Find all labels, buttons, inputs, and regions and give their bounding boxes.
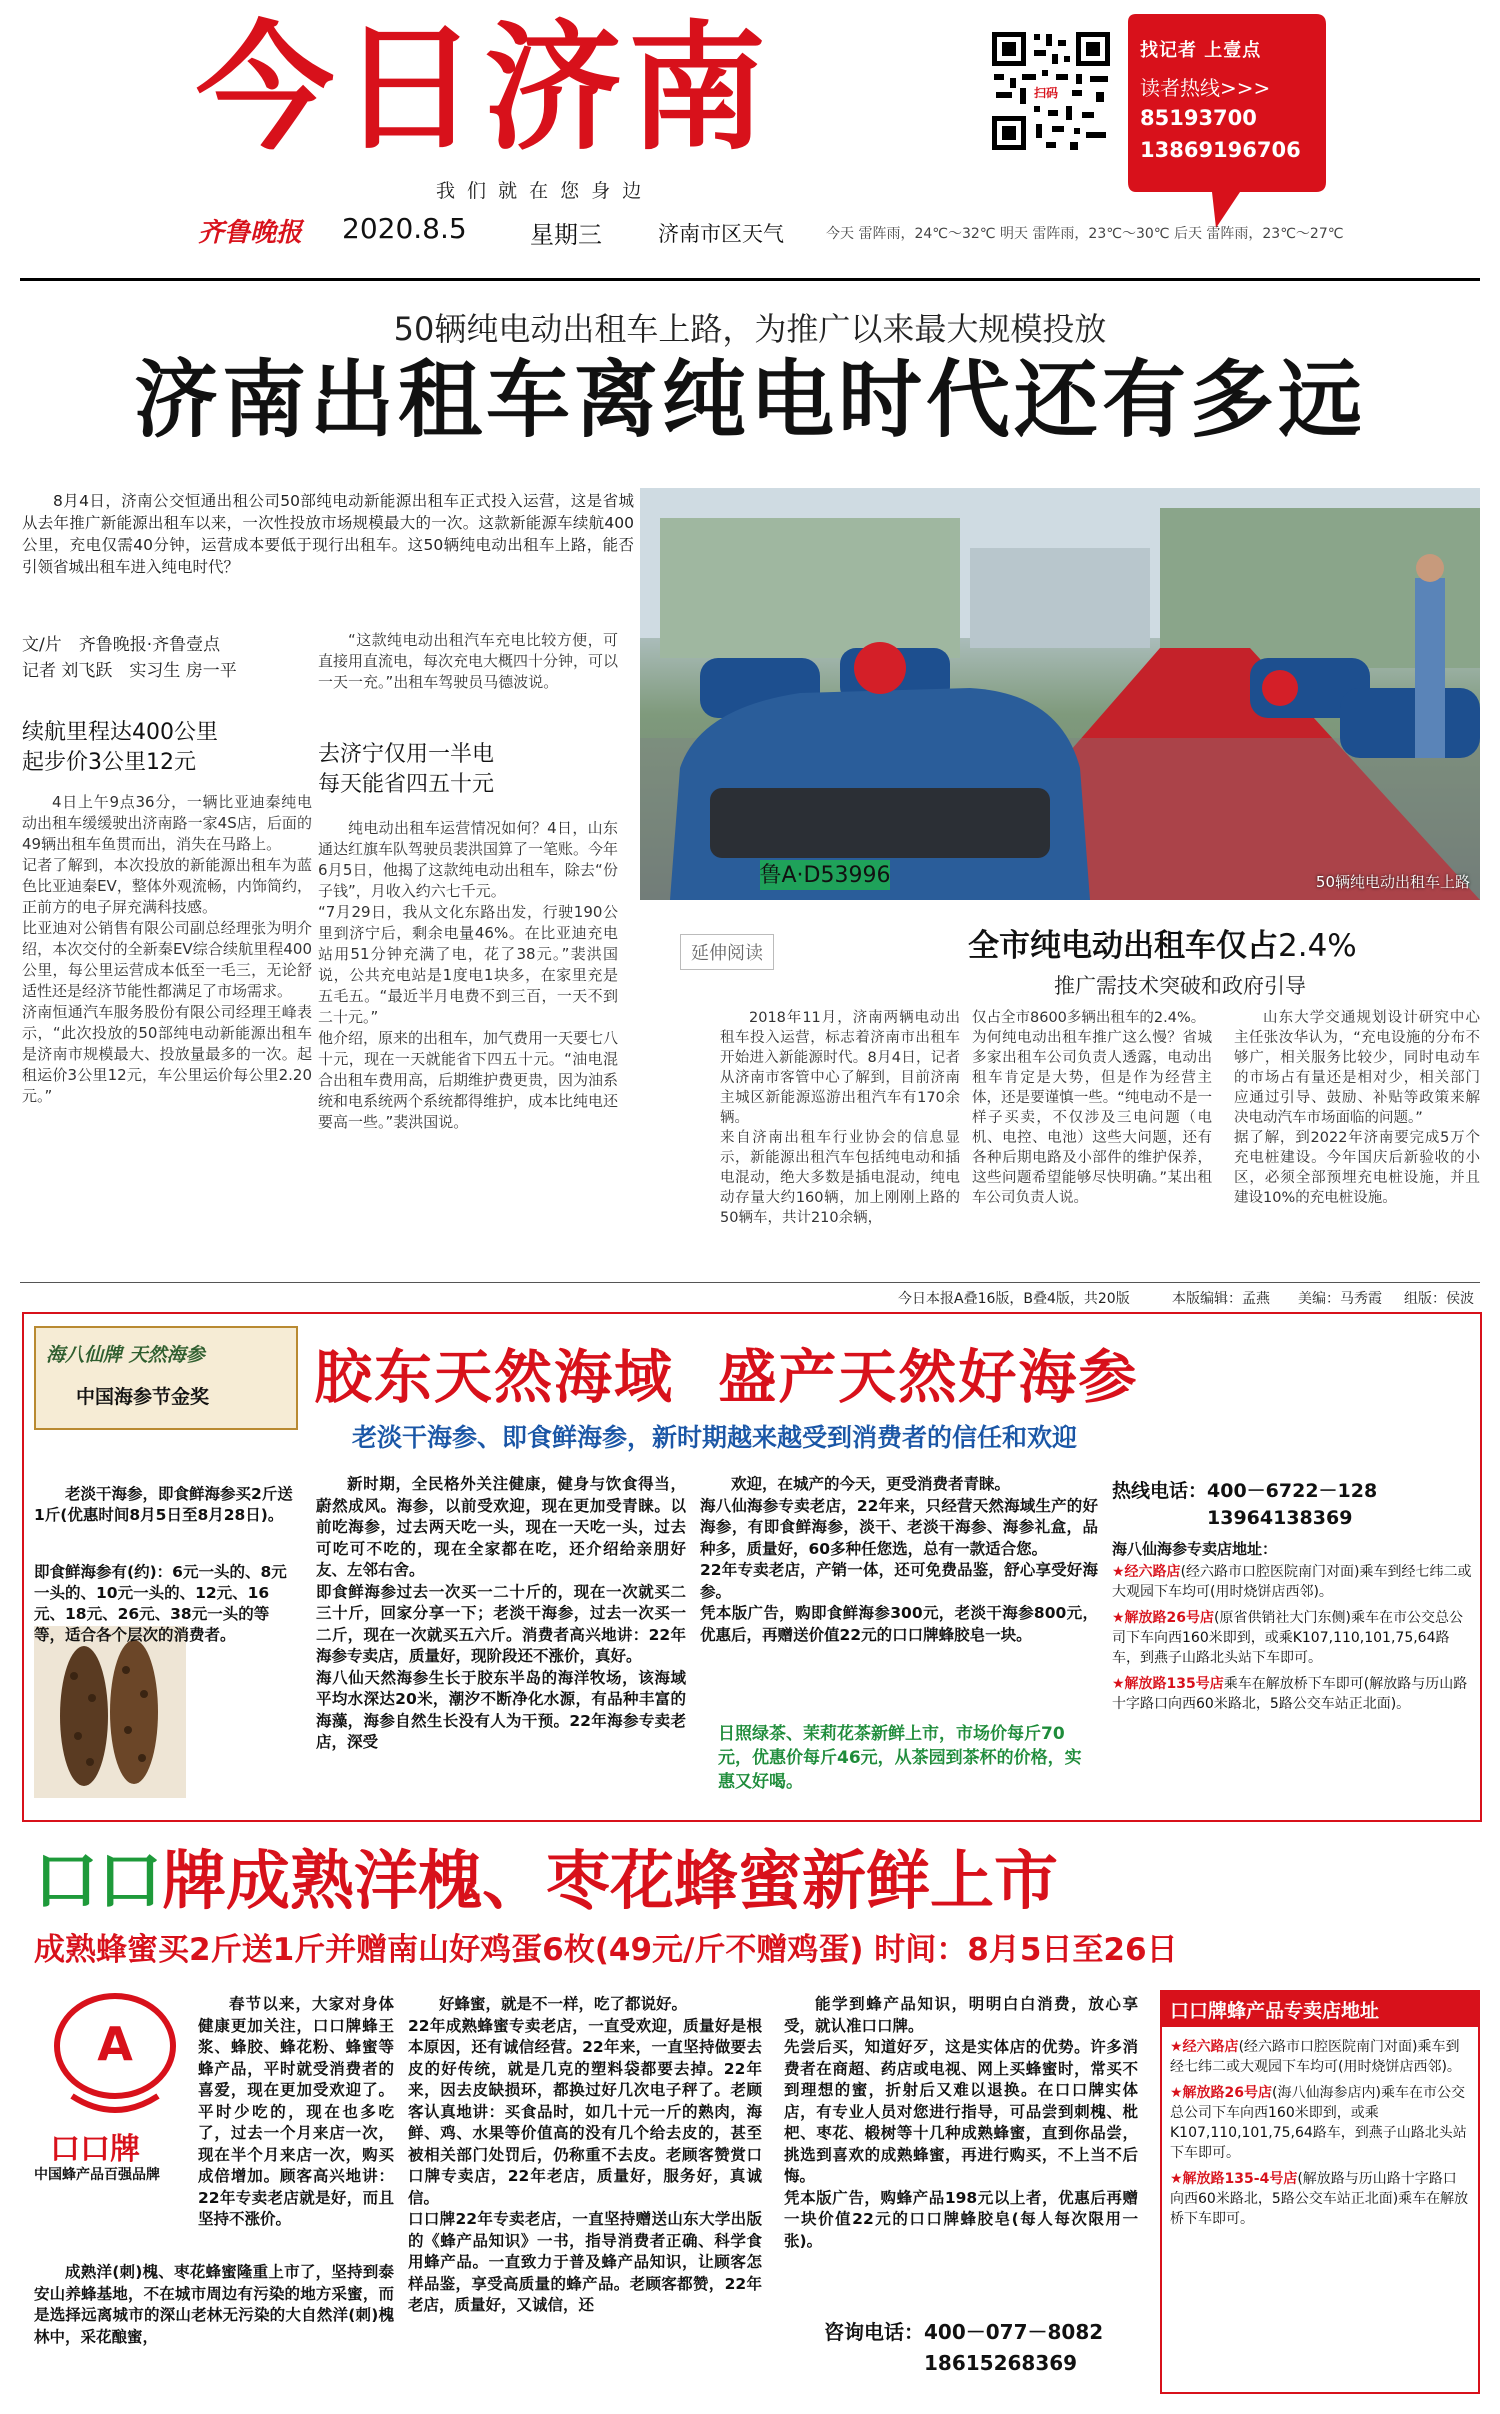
- taxi-photo: [640, 488, 1480, 900]
- honey-logo-text: 口口牌: [50, 2132, 140, 2167]
- sea-cucumber-promo: 老淡干海参，即食鲜海参买2斤送1斤(优惠时间8月5日至8月28日)。: [34, 1485, 293, 1524]
- sea-cucumber-store-item: ★解放路135号店乘车在解放桥下车即可(解放路与历山路十字路口向西60米路北，5路公交车站正北面)。: [1112, 1676, 1468, 1712]
- honey-store-item: ★解放路26号店(海八仙海参店内)乘车在市公交总公司下车向西160米即到，或乘K107,110,101,75,64路车，到燕子山路北头站下车即可。: [1170, 2085, 1467, 2161]
- tea-promo: 日照绿茶、茉莉花茶新鲜上市，市场价每斤70元，优惠价每斤46元，从茶园到茶杯的价格，实惠又好喝。: [718, 1724, 1082, 1792]
- lead-subhead-1: 续航里程达400公里 起步价3公里12元: [22, 720, 218, 775]
- honey-logo-icon: [40, 1986, 190, 2126]
- sea-cucumber-stores-title: 海八仙海参专卖店地址：: [1112, 1540, 1278, 1558]
- sea-cucumber-hotline: [1112, 1476, 1472, 1529]
- honey-stores-title: 口口牌蜂产品专卖店地址: [1162, 1992, 1478, 2027]
- hotline-title: 找记者 上壹点: [1140, 40, 1262, 61]
- honey-stores-box: [1160, 1990, 1480, 2394]
- extension-headline: [968, 920, 1357, 965]
- honey-phone-1: 400－077－8082: [924, 2320, 1104, 2344]
- honey-logo-sub: 中国蜂产品百强品牌: [34, 2167, 160, 2183]
- honey-column-1b: 成熟洋(刺)槐、枣花蜂蜜隆重上市了，坚持到泰安山养蜂基地，不在城市周边有污染的地方采蜜，而是选择远离城市的深山老林无污染的大自然洋(刺)槐林中，采花酿蜜，: [34, 2263, 394, 2346]
- sea-cucumber-hotline-2: 13964138369: [1207, 1507, 1353, 1529]
- honey-headline-text: 牌成熟洋槐、枣花蜂蜜新鲜上市: [162, 1845, 1058, 1919]
- honey-store-item: ★经六路店(经六路市口腔医院南门对面)乘车到经七纬二或大观园下车均可(用时烧饼店西邻)。: [1170, 2039, 1461, 2075]
- honey-phone: [824, 2316, 1103, 2375]
- honey-column-1a: 春节以来，大家对身体健康更加关注，口口牌蜂王浆、蜂胶、蜂花粉、蜂蜜等蜂产品，平时就受消费者的喜爱，现在更加受欢迎了。平时少吃的，现在也多吃了，过去一个月来店一次，现在半个月来店一次，购买成倍增加。顾客高兴地讲：22年专卖老店就是好，而且坚持不涨价。: [198, 1995, 394, 2228]
- sea-cucumber-image: [34, 1626, 186, 1798]
- lead-byline-1: 文/片 齐鲁晚报·齐鲁壹点: [22, 635, 221, 655]
- issue-weekday: 星期三: [530, 221, 602, 249]
- masthead: [0, 0, 1500, 280]
- sea-cucumber-logo-line: 海八仙牌 天然海参: [46, 1344, 205, 1366]
- page-footer-left: 今日本报A叠16版，B叠4版，共20版: [898, 1291, 1130, 1307]
- extension-column-3: 山东大学交通规划设计研究中心主任张汝华认为，“充电设施的分布不够广，相关服务比较少，同时电动车的市场占有量还是相对少，相关部门应通过引导、鼓励、补贴等政策来解决电动汽车市场面临的问题。” 据了解，到2022年济南要完成5万个充电桩建设。今年国庆后新验收的小区，必须全部预埋充电桩设施，并且建设10%的充电桩设施。: [1234, 1010, 1480, 1206]
- sea-cucumber-hotline-1: 400－6722－128: [1207, 1480, 1378, 1502]
- sea-cucumber-prices: 即食鲜海参有(约)：6元一头的、8元一头的、10元一头的、12元、16元、18元、26元、38元一头的等等，适合各个层次的消费者。: [34, 1563, 287, 1644]
- qr-label: 扫码: [1034, 86, 1059, 100]
- honey-store-item: ★解放路135-4号店(解放路与历山路十字路口向西60米路北，5路公交车站正北面)乘车在解放桥下车即可。: [1170, 2171, 1469, 2227]
- page-footer-art: 美编：马秀霞: [1298, 1291, 1382, 1307]
- weather-title: 济南市区天气: [658, 222, 784, 246]
- hotline-phone-1: 85193700: [1140, 106, 1257, 130]
- lead-column-2a: “这款纯电动出租汽车充电比较方便，可直接用直流电，每次充电大概四十分钟，可以一天一充。”出租车驾驶员马德波说。: [318, 631, 619, 691]
- honey-promo: 成熟蜂蜜买2斤送1斤并赠南山好鸡蛋6枚(49元/斤不赠鸡蛋) 时间：8月5日至26日: [34, 1932, 1178, 1968]
- lead-intro: 8月4日，济南公交恒通出租公司50部纯电动新能源出租车正式投入运营，这是省城从去年推广新能源出租车以来，一次性投放市场规模最大的一次。这款新能源车续航400公里，充电仅需40分钟，运营成本要低于现行出租车。这50辆纯电动出租车上路，能否引领省城出租车进入纯电时代？: [22, 492, 634, 576]
- lead-subhead-2: 去济宁仅用一半电 每天能省四五十元: [318, 742, 495, 797]
- extension-subhead: 推广需技术突破和政府引导: [1054, 974, 1306, 998]
- extension-headline-percent: 2.4%: [1278, 928, 1357, 964]
- honey-phone-label: 咨询电话：: [824, 2320, 924, 2344]
- honey-column-3: 能学到蜂产品知识，明明白白消费，放心享受，就认准口口牌。 先尝后买，知道好歹，这是实体店的优势。许多消费者在商超、药店或电视、网上买蜂蜜时，常买不到理想的蜜，折射后又难以退换。在口口牌实体店，有专业人员对您进行指导，可品尝到刺槐、枇杷、枣花、椴树等十几种成熟蜂蜜，直到你品尝，挑选到喜欢的成熟蜂蜜，再进行购买，不上当不后悔。 凭本版广告，购蜂产品198元以上者，优惠后再赠一块价值22元的口口牌蜂胶皂(每人每次限用一张)。: [784, 1995, 1138, 2250]
- sea-cucumber-subhead: 老淡干海参、即食鲜海参，新时期越来越受到消费者的信任和欢迎: [352, 1423, 1078, 1452]
- photo-caption: 50辆纯电动出租车上路: [1315, 873, 1470, 891]
- extension-column-2: 仅占全市8600多辆出租车的2.4%。 为何纯电动出租车推广这么慢？省城多家出租车公司负责人透露，电动出租车肯定是大势，但是作为经营主体，还是要谨慎一些。“纯电动不是一样子买卖，不仅涉及三电问题（电机、电控、电池）这些大问题，还有各种后期电路及小部件的维护保养，这些问题希望能够尽快明确。”某出租车公司负责人说。: [972, 1010, 1212, 1206]
- weather-forecast: 今天 雷阵雨，24℃～32℃ 明天 雷阵雨，23℃～30℃ 后天 雷阵雨，23℃～27℃: [826, 226, 1344, 242]
- lead-column-1: 4日上午9点36分，一辆比亚迪秦纯电动出租车缓缓驶出济南路一家4S店，后面的49辆出租车鱼贯而出，消失在马路上。 记者了解到，本次投放的新能源出租车为蓝色比亚迪秦EV，整体外观流畅，内饰简约，正前方的电子屏充满科技感。 比亚迪对公销售有限公司副总经理张为明介绍，本次交付的全新秦EV综合续航里程400公里，每公里运营成本低至一毛三，无论舒适性还是经济节能性都满足了市场需求。 济南恒通汽车服务股份有限公司经理王峰表示，“此次投放的50部纯电动新能源出租车是济南市规模最大、投放量最多的一次。起租运价3公里12元，车公里运价每公里2.20元。”: [22, 793, 312, 1105]
- honey-phone-2: 18615268369: [924, 2351, 1078, 2375]
- sea-cucumber-stores: [1112, 1562, 1472, 1720]
- sea-cucumber-store-item: ★经六路店(经六路市口腔医院南门对面)乘车到经七纬二或大观园下车均可(用时烧饼店西邻)。: [1112, 1564, 1472, 1600]
- sea-cucumber-store-item: ★解放路26号店(原省供销社大门东侧)乘车在市公交总公司下车向西160米即到，或乘K107,110,101,75,64路车，到燕子山路北头站下车即可。: [1112, 1610, 1463, 1666]
- honey-stores: [1162, 2027, 1478, 2245]
- newspaper-logo: 齐鲁晚报: [198, 218, 303, 248]
- hotline-label: 读者热线>>>: [1140, 76, 1271, 100]
- sea-cucumber-headline: 胶东天然海域 盛产天然好海参: [314, 1343, 1139, 1411]
- svg-text:A: A: [97, 2017, 133, 2071]
- extension-label: 延伸阅读: [680, 934, 774, 970]
- extension-headline-text: 全市纯电动出租车仅占: [968, 928, 1278, 964]
- lead-kicker: 50辆纯电动出租车上路，为推广以来最大规模投放: [393, 310, 1107, 348]
- page-footer-proof: 组版：侯波: [1404, 1291, 1474, 1307]
- masthead-title: 今日济南: [196, 8, 773, 169]
- taxi-photo-illustration: [640, 488, 1480, 900]
- lead-column-2b: 纯电动出租车运营情况如何？4日，山东通达红旗车队驾驶员裴洪国算了一笔账。今年6月5日，他揭了这款纯电动出租车，除去“份子钱”，月收入约六七千元。 “7月29日，我从文化东路出发，行驶190公里到济宁后，剩余电量46%。在比亚迪充电站用51分钟充满了电，花了38元。”裴洪国说，公共充电站是1度电1块多，在家里充是五毛五。“最近半月电费不到三百，一天不到二十元。” 他介绍，原来的出租车，加气费用一天要七八十元，现在一天就能省下四五十元。“油电混合出租车费用高，后期维护费更贵，因为油系统和电系统两个系统都得维护，成本比纯电还要高一些。”裴洪国说。: [318, 819, 619, 1131]
- honey-column-2: 好蜂蜜，就是不一样，吃了都说好。 22年成熟蜂蜜专卖老店，一直受欢迎，质量好是根本原因，还有诚信经营。22年来，一直坚持做要去皮的好传统，就是几克的塑料袋都要去掉。22年来，因去皮缺损环，都换过好几次电子秤了。老顾客认真地讲：买食品时，如几十元一斤的熟肉，海鲜、鸡、水果等价值高的没有几个给去皮的，甚至被相关部门处罚后，仍称重不去皮。老顾客赞赏口口牌专卖店，22年老店，质量好，服务好，真诚信。 口口牌22年专卖老店，一直坚持赠送山东大学出版的《蜂产品知识》一书，指导消费者正确、科学食用蜂产品。一直致力于普及蜂产品知识，让顾客怎样品鉴，享受高质量的蜂产品。老顾客都赞，22年老店，质量好，又诚信，还: [408, 1995, 762, 2314]
- masthead-slogan: 我 们 就 在 您 身 边: [436, 180, 645, 202]
- masthead-rule: [20, 278, 1480, 281]
- license-plate: 鲁A·D53996: [759, 863, 891, 888]
- hotline-phone-2: 13869196706: [1140, 138, 1301, 162]
- honey-brand-prefix: 口口: [34, 1845, 162, 1919]
- sea-cucumber-hotline-label: 热线电话：: [1112, 1480, 1208, 1502]
- sea-cucumber-body-1: 新时期，全民格外关注健康，健身与饮食得当，蔚然成风。海参，以前受欢迎，现在更加受青睐。以前吃海参，过去两天吃一头，现在一天吃一头，过去可吃可不吃的，现在全家都在吃，还介绍给亲朋好友、左邻右舍。 即食鲜海参过去一次买一二十斤的，现在一次就买二三十斤，回家分享一下；老淡干海参，过去一次买一二斤，现在一次就买五六斤。消费者高兴地讲：22年海参专卖店，质量好，现阶段还不涨价，真好。 海八仙天然海参生长于胶东半岛的海洋牧场，该海域平均水深达20米，潮汐不断净化水源，有品种丰富的海藻，海参自然生长没有人为干预。22年海参专卖老店，深受: [316, 1475, 686, 1751]
- sea-cucumber-award: 中国海参节金奖: [76, 1386, 210, 1408]
- lead-byline-2: 记者 刘飞跃 实习生 房一平: [22, 661, 237, 681]
- page-footer-editor: 本版编辑：孟燕: [1172, 1291, 1270, 1307]
- sea-cucumber-body-2: 欢迎，在城产的今天，更受消费者青睐。 海八仙海参专卖老店，22年来，只经营天然海域生产的好海参，有即食鲜海参，淡干、老淡干海参、海参礼盒，品种多，质量好，60多种任您选，总有一款适合您。 22年专卖老店，产销一体，还可免费品鉴，舒心享受好海参。 凭本版广告，购即食鲜海参300元，老淡干海参800元，优惠后，再赠送价值22元的口口牌蜂胶皂一块。: [700, 1475, 1098, 1644]
- page-footer-rule: [20, 1282, 1480, 1283]
- extension-column-1: 2018年11月，济南两辆电动出租车投入运营，标志着济南市出租车开始进入新能源时代。8月4日，记者从济南市客管中心了解到，目前济南主城区新能源巡游出租汽车有170余辆。 来自济南出租车行业协会的信息显示，新能源出租汽车包括纯电动和插电混动，绝大多数是插电混动，纯电动存量大约160辆，加上刚刚上路的50辆车，共计210余辆，: [720, 1010, 960, 1226]
- issue-date: 2020.8.5: [342, 212, 467, 245]
- sea-cucumber-logo: [34, 1326, 298, 1430]
- honey-headline: [34, 1830, 1480, 1922]
- lead-headline: 济南出租车离纯电时代还有多远: [133, 351, 1366, 449]
